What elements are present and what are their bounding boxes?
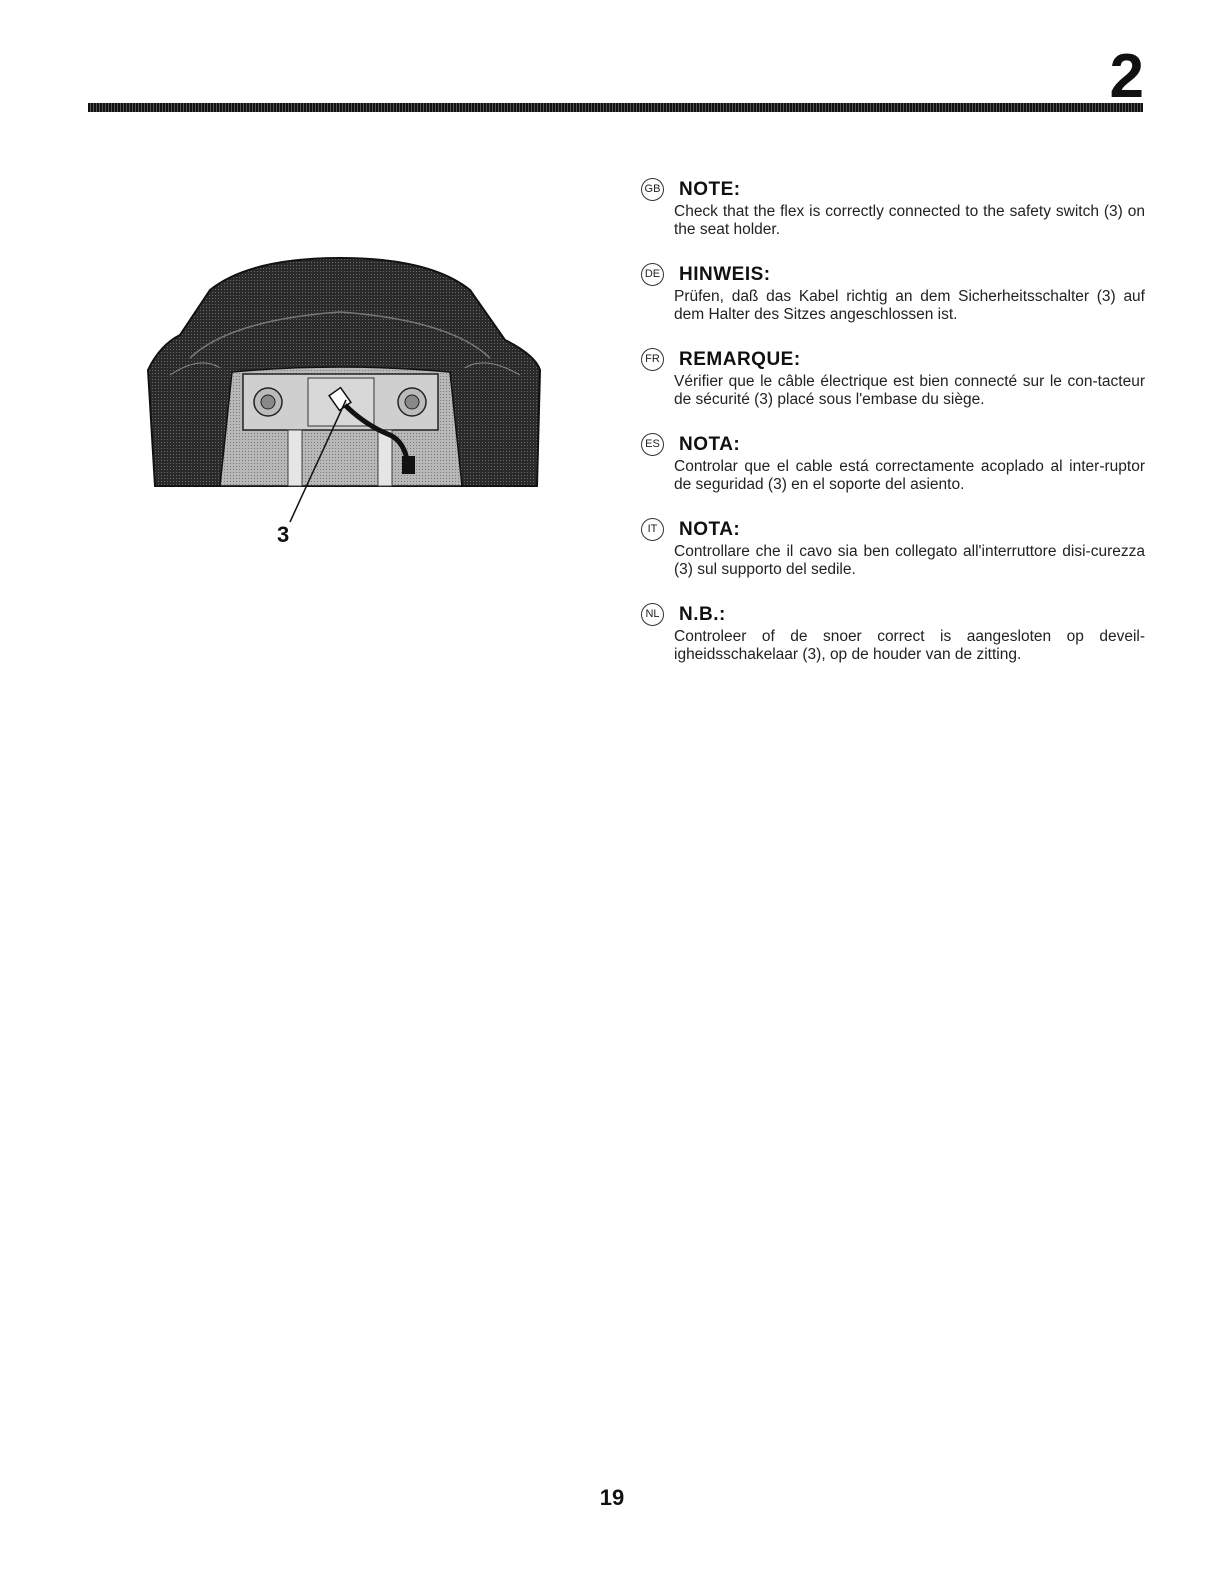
header-rule xyxy=(88,103,1143,112)
note-body: Prüfen, daß das Kabel richtig an dem Sicherheitsschalter (3) auf dem Halter des Sitzes angeschlossen ist. xyxy=(674,288,1145,323)
language-badge-gb: GB xyxy=(641,178,664,201)
note-body: Controlar que el cable está correctamente acoplado al inter-ruptor de seguridad (3) en el soporte del asiento. xyxy=(674,458,1145,493)
note-it xyxy=(641,516,1145,579)
language-badge-fr: FR xyxy=(641,348,664,371)
seat-switch-illustration xyxy=(140,250,550,560)
notes-list xyxy=(641,176,1145,686)
note-title: REMARQUE: xyxy=(679,348,801,370)
note-es xyxy=(641,431,1145,494)
note-body: Check that the flex is correctly connected to the safety switch (3) on the seat holder. xyxy=(674,203,1145,238)
note-title: HINWEIS: xyxy=(679,263,771,285)
note-body: Vérifier que le câble électrique est bien connecté sur le con-tacteur de sécurité (3) placé sous l'embase du siège. xyxy=(674,373,1145,408)
language-badge-de: DE xyxy=(641,263,664,286)
language-badge-it: IT xyxy=(641,518,664,541)
note-title: N.B.: xyxy=(679,603,726,625)
note-body: Controleer of de snoer correct is aangesloten op deveil-igheidsschakelaar (3), op de houder van de zitting. xyxy=(674,628,1145,663)
note-title: NOTA: xyxy=(679,518,741,540)
page-number: 19 xyxy=(599,1485,625,1510)
callout-label-3: 3 xyxy=(277,522,290,547)
language-badge-nl: NL xyxy=(641,603,664,626)
note-title: NOTE: xyxy=(679,178,741,200)
note-nl xyxy=(641,601,1145,664)
note-title: NOTA: xyxy=(679,433,741,455)
section-number: 2 xyxy=(1109,42,1144,111)
note-fr xyxy=(641,346,1145,409)
note-gb xyxy=(641,176,1145,239)
note-de xyxy=(641,261,1145,324)
note-body: Controllare che il cavo sia ben collegato all'interruttore disi-curezza (3) sul supporto del sedile. xyxy=(674,543,1145,578)
language-badge-es: ES xyxy=(641,433,664,456)
